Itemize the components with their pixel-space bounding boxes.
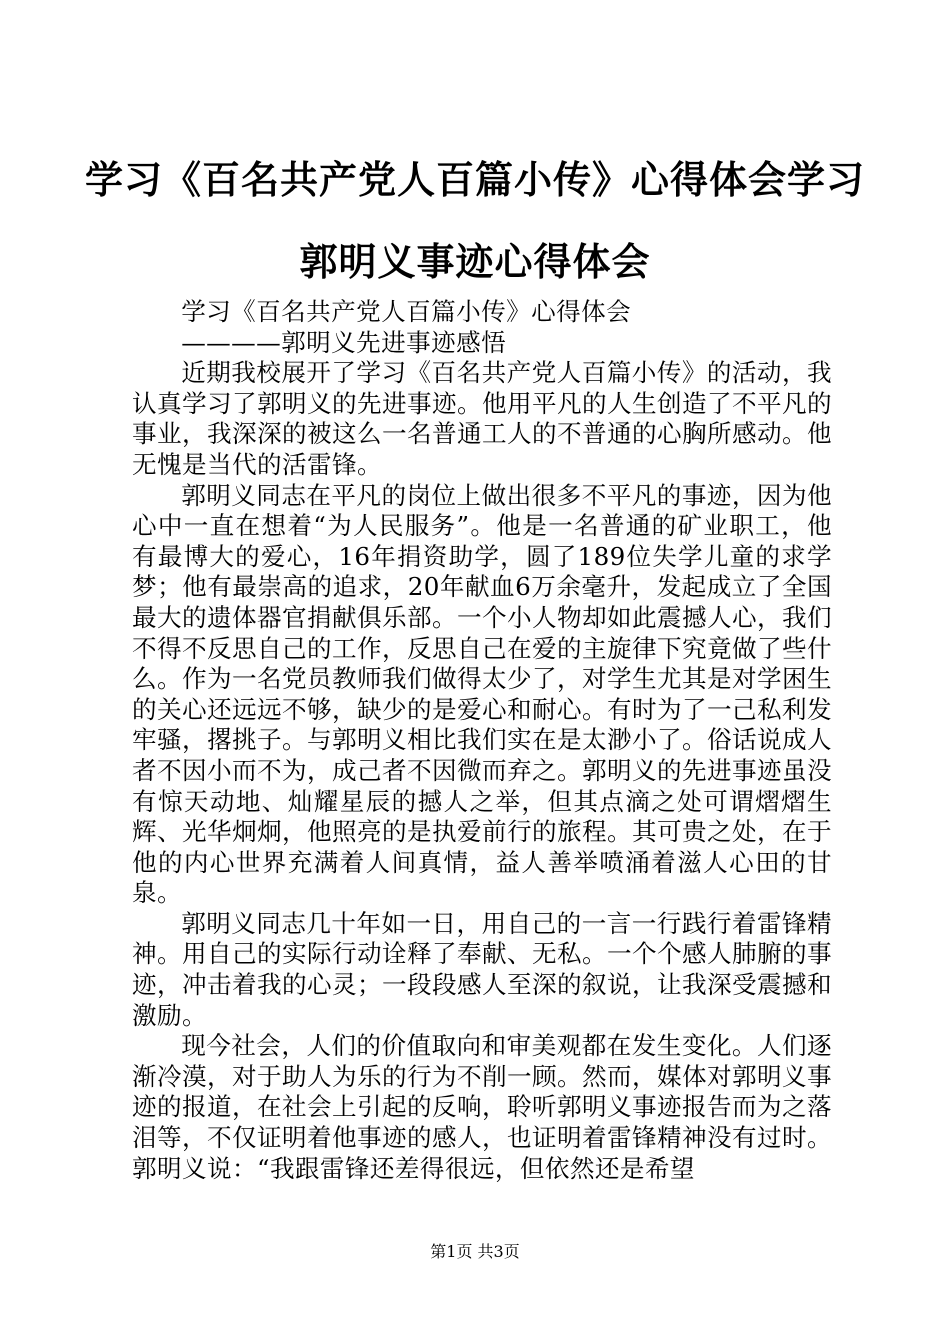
subtitle: 学习《百名共产党人百篇小传》心得体会 [181,297,632,326]
subtitle-byline: ————郭明义先进事迹感悟 [181,327,507,357]
document-title-line-2: 郭明义事迹心得体会 [299,240,651,284]
document-body [132,297,832,1184]
paragraph: 现今社会，人们的价值取向和审美观都在发生变化。人们逐渐冷漠，对于助人为乐的行为不削一顾。然而，媒体对郭明义事迹的报道，在社会上引起的反响，聆听郭明义事迹报告而为之落泪等，不仅证明着他事迹的感人，也证明着雷锋精神没有过时。郭明义说：“我跟雷锋还差得很远，但依然还是希望 [132,1031,832,1183]
paragraph: 近期我校展开了学习《百名共产党人百篇小传》的活动，我认真学习了郭明义的先进事迹。他用平凡的人生创造了不平凡的事业，我深深的被这么一名普通工人的不普通的心胸所感动。他无愧是当代的活雷锋。 [132,358,832,479]
document-title-line-1: 学习《百名共产党人百篇小传》心得体会学习 [84,158,865,202]
page-footer: 第1页 共3页 [430,1242,520,1261]
paragraph: 郭明义同志几十年如一日，用自己的一言一行践行着雷锋精神。用自己的实际行动诠释了奉献、无私。一个个感人肺腑的事迹，冲击着我的心灵；一段段感人至深的叙说，让我深受震撼和激励。 [132,908,832,1030]
paragraph: 郭明义同志在平凡的岗位上做出很多不平凡的事迹，因为他心中一直在想着“为人民服务”。他是一名普通的矿业职工，他有最博大的爱心，16年捐资助学，圆了189位失学儿童的求学梦；他有最崇高的追求，20年献血6万余毫升，发起成立了全国最大的遗体器官捐献俱乐部。一个小人物却如此震撼人心，我们不得不反思自己的工作，反思自己在爱的主旋律下究竟做了些什么。作为一名党员教师我们做得太少了，对学生尤其是对学困生的关心还远远不够，缺少的是爱心和耐心。有时为了一己私利发牢骚，撂挑子。与郭明义相比我们实在是太渺小了。俗话说成人者不因小而不为，成己者不因微而弃之。郭明义的先进事迹虽没有惊天动地、灿耀星辰的撼人之举，但其点滴之处可谓熠熠生辉、光华炯炯，他照亮的是执爱前行的旅程。其可贵之处，在于他的内心世界充满着人间真情，益人善举喷涌着滋人心田的甘泉。 [132,480,832,908]
